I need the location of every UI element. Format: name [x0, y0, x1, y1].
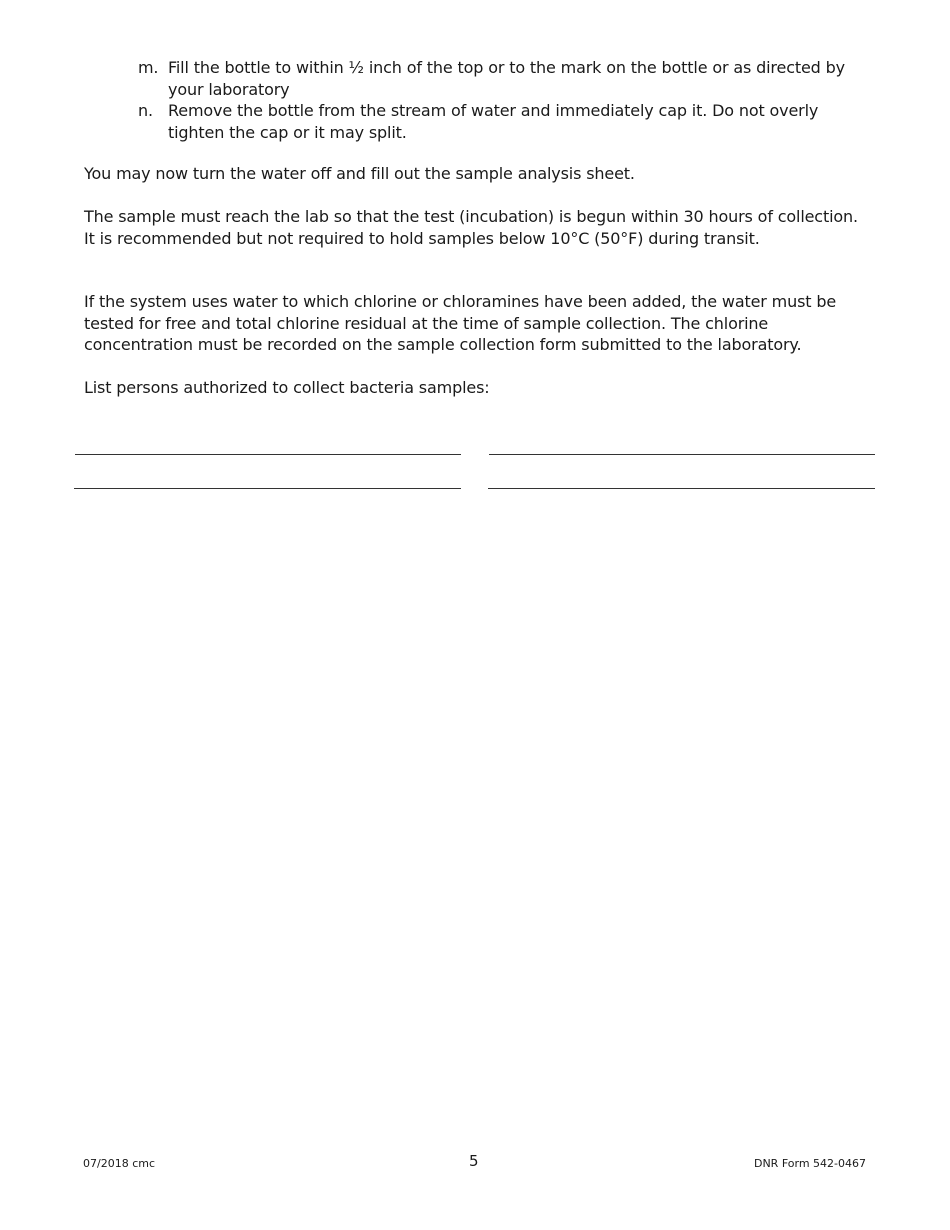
- chlorine-paragraph: If the system uses water to which chlorine or chloramines have been added, the water must be tested for free and total chlorine residual at the time of sample collection. The chlorine concentration must be recorded on the sample collection form submitted to the laboratory.: [84, 292, 837, 354]
- authorized-persons-label: List persons authorized to collect bacteria samples:: [84, 378, 490, 397]
- signature-line-3[interactable]: [74, 488, 461, 489]
- footer-date-code: 07/2018 cmc: [83, 1157, 156, 1170]
- list-marker: m.: [138, 58, 159, 77]
- lab-timing-paragraph: The sample must reach the lab so that the test (incubation) is begun within 30 hours of collection. It is recommended but not required to hold samples below 10°C (50°F) during transit.: [84, 207, 858, 248]
- signature-line-1[interactable]: [75, 454, 461, 455]
- list-item-text: Fill the bottle to within ½ inch of the top or to the mark on the bottle or as directed by your laboratory: [168, 58, 845, 99]
- signature-line-4[interactable]: [488, 488, 875, 489]
- signature-line-2[interactable]: [489, 454, 875, 455]
- list-item-m: [138, 57, 878, 100]
- list-item-text: Remove the bottle from the stream of water and immediately cap it. Do not overly tighten the cap or it may split.: [168, 101, 819, 142]
- page-number: 5: [469, 1152, 479, 1170]
- turn-off-paragraph: You may now turn the water off and fill out the sample analysis sheet.: [84, 164, 635, 183]
- list-item-n: [138, 100, 878, 143]
- instruction-list: [138, 57, 878, 143]
- form-id: DNR Form 542-0467: [753, 1157, 866, 1170]
- list-marker: n.: [138, 101, 153, 120]
